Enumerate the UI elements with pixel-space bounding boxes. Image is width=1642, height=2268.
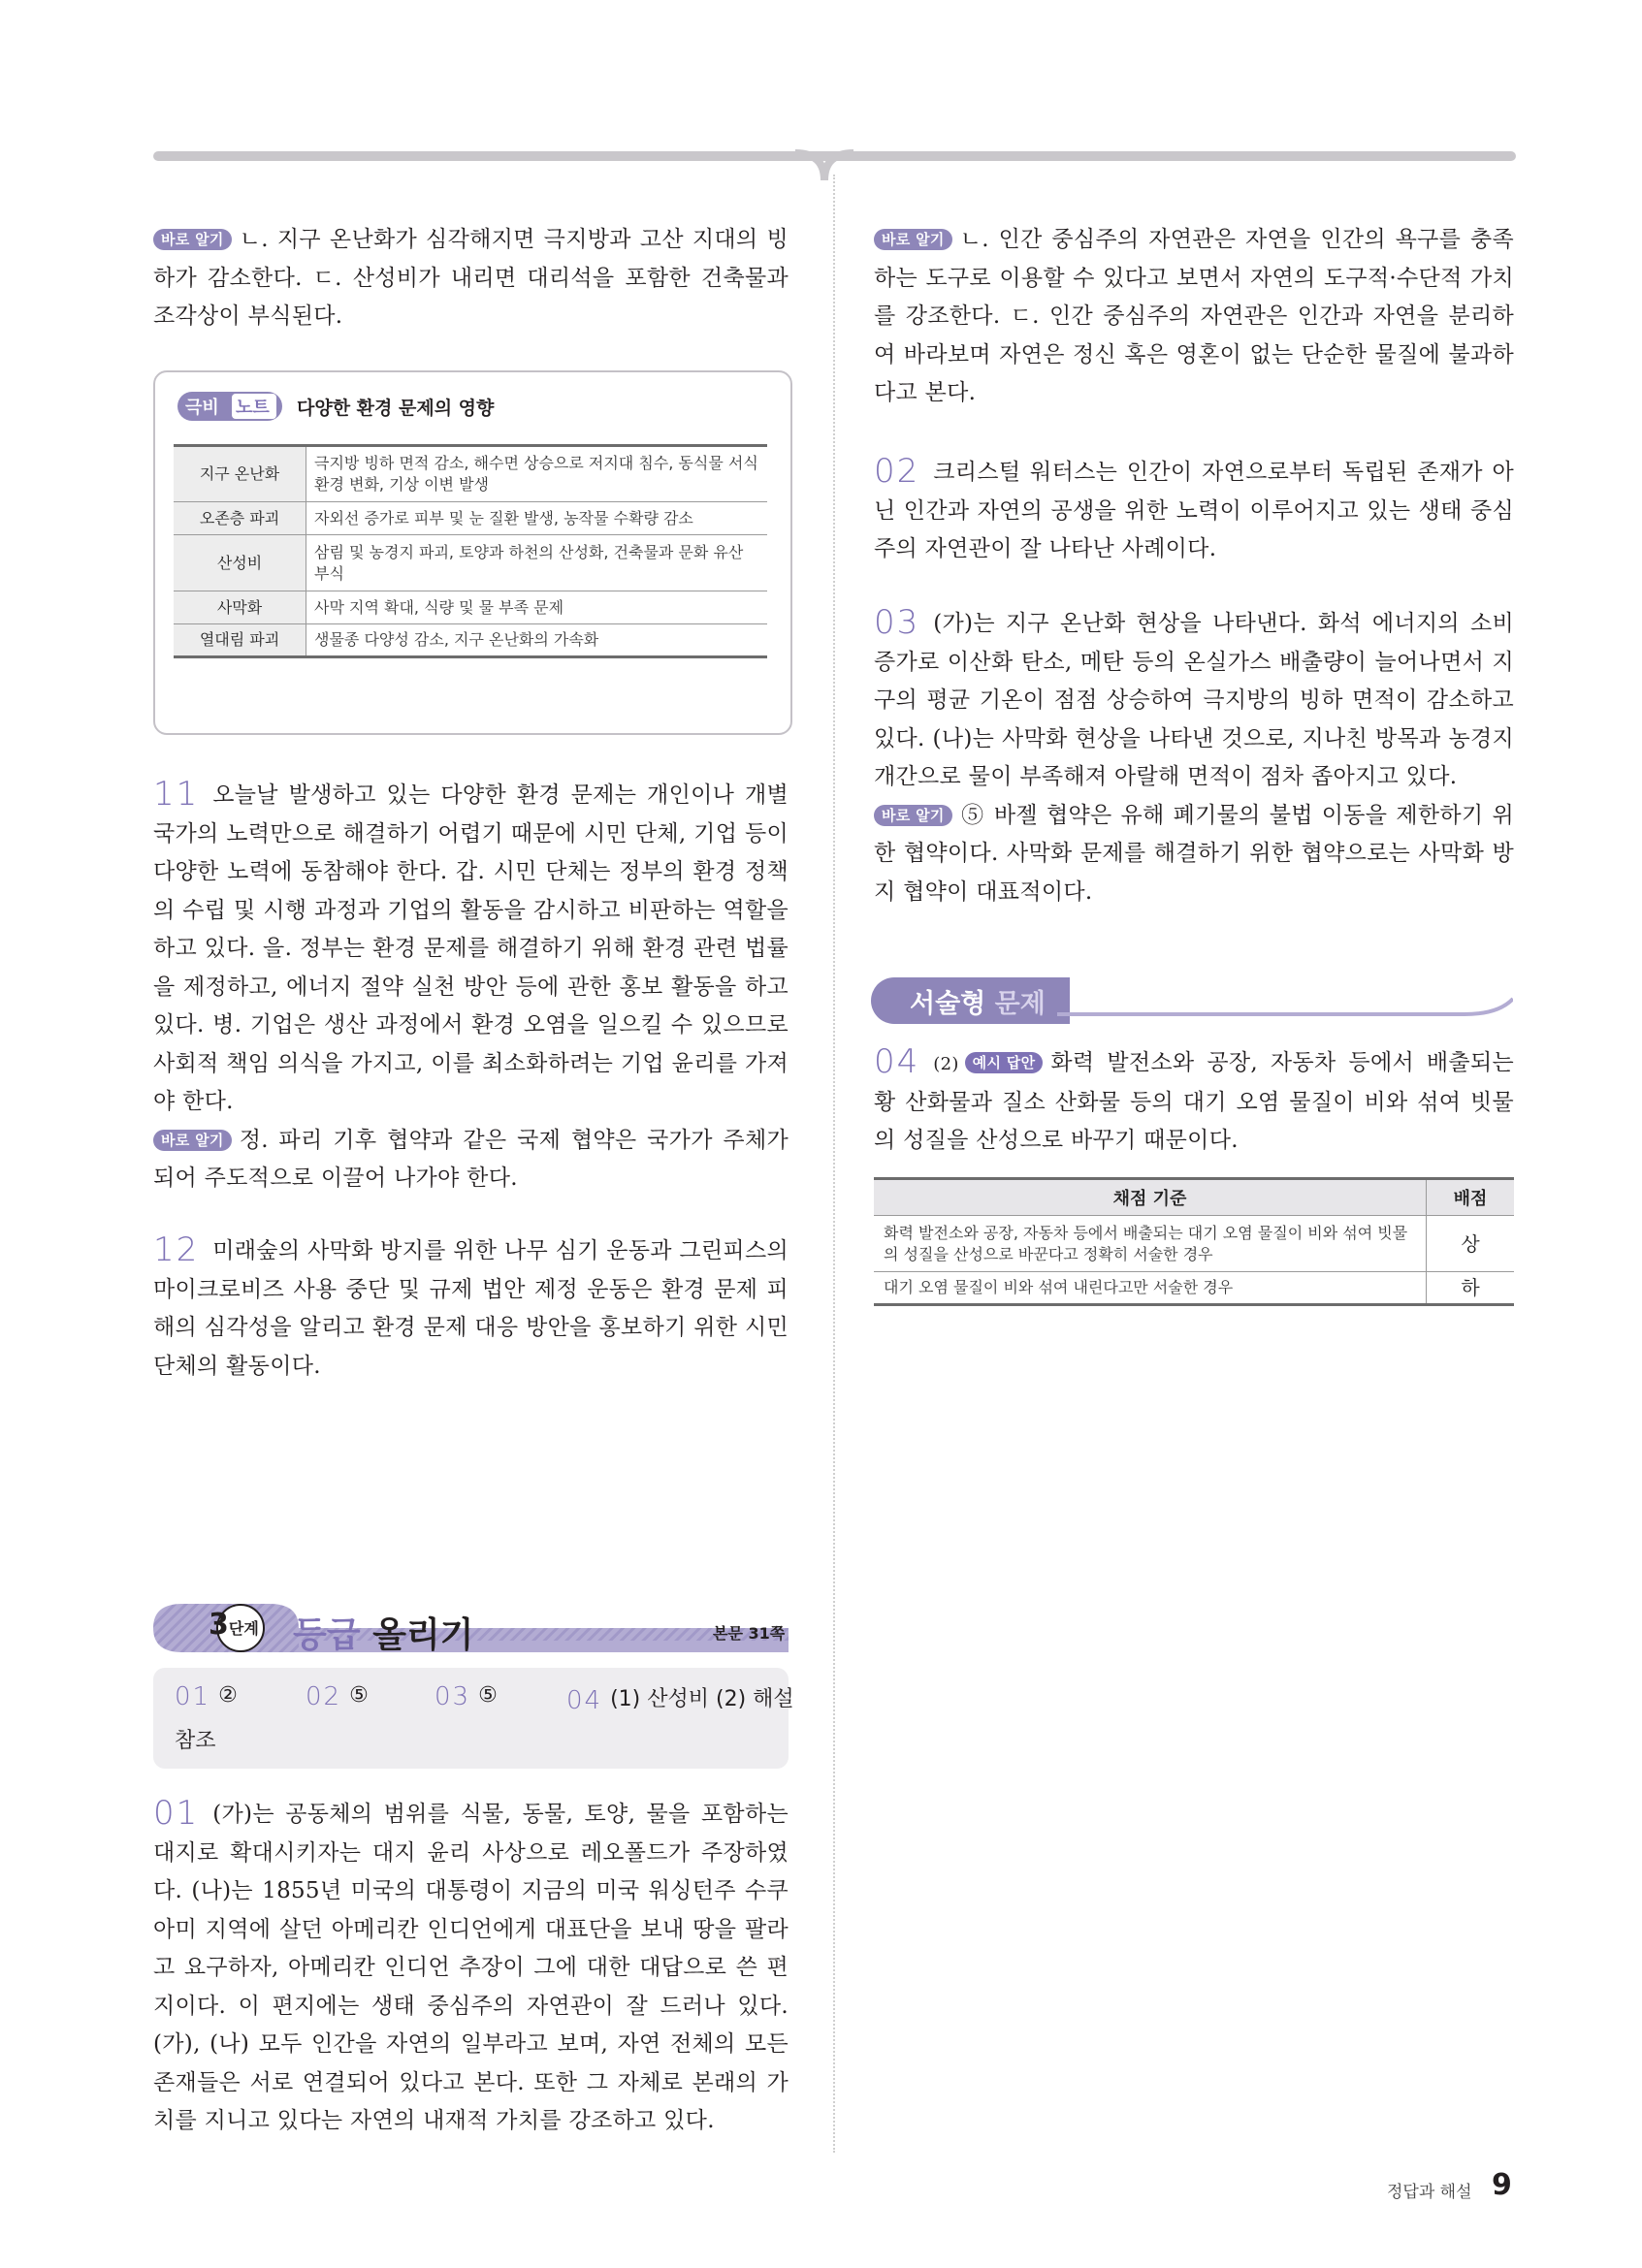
question-12 xyxy=(153,1231,789,1386)
table-header-row xyxy=(874,1179,1514,1216)
table-row xyxy=(174,502,767,535)
note-table xyxy=(174,444,767,658)
answer-value: ⑤ xyxy=(478,1683,498,1708)
question-number: 02 xyxy=(874,452,920,491)
grade-cell: 상 xyxy=(1427,1216,1515,1272)
note-title: 다양한 환경 문제의 영향 xyxy=(297,398,495,419)
question-04 xyxy=(874,1043,1514,1161)
table-row xyxy=(174,535,767,591)
right-intro xyxy=(874,221,1514,413)
section-title xyxy=(910,982,1046,1020)
example-answer-badge: 예시 답안 xyxy=(965,1052,1044,1073)
note-key: 산성비 xyxy=(174,535,306,591)
answer-tail: 참조 xyxy=(175,1729,216,1753)
question-text: 크리스털 워터스는 인간이 자연으로부터 독립된 존재가 아닌 인간과 자연의 공생을 위한 노력이 이루어지고 있는 생태 중심주의 자연관이 잘 나타난 사례이다. xyxy=(874,460,1514,561)
answer-item xyxy=(306,1682,369,1711)
question-part: (2) xyxy=(933,1054,959,1074)
table-row xyxy=(874,1272,1514,1305)
left-intro xyxy=(153,221,789,336)
note-key: 오존층 파괴 xyxy=(174,502,306,535)
stage-number xyxy=(209,1608,259,1642)
answer-number: 01 xyxy=(175,1682,211,1711)
question-number: 11 xyxy=(153,775,200,814)
note-value: 사막 지역 확대, 식량 및 물 부족 문제 xyxy=(306,591,768,624)
stage-suffix: 단계 xyxy=(228,1619,259,1638)
answer-item xyxy=(435,1682,498,1711)
note-value: 생물종 다양성 감소, 지구 온난화의 가속화 xyxy=(306,624,768,657)
table-row xyxy=(174,591,767,624)
grade-header: 배점 xyxy=(1427,1179,1515,1216)
question-number: 12 xyxy=(153,1230,200,1269)
correct-badge: 바로 알기 xyxy=(874,805,952,826)
stage-title xyxy=(293,1608,473,1657)
question-text: 화력 발전소와 공장, 자동차 등에서 배출되는 황 산화물과 질소 산화물 등의 대기 오염 물질이 비와 섞여 빗물의 성질을 산성으로 바꾸기 때문이다. xyxy=(874,1050,1514,1153)
note-value: 극지방 빙하 면적 감소, 해수면 상승으로 저지대 침수, 동식물 서식 환경 변화, 기상 이변 발생 xyxy=(306,446,768,502)
table-row xyxy=(174,624,767,657)
footer-label: 정답과 해설 xyxy=(1387,2183,1472,2202)
left-intro-text: ㄴ. 지구 온난화가 심각해지면 극지방과 고산 지대의 빙하가 감소한다. ㄷ. 산성비가 내리면 대리석을 포함한 건축물과 조각상이 부식된다. xyxy=(153,227,789,329)
table-row xyxy=(174,446,767,502)
question-11 xyxy=(153,776,789,1198)
note-key: 지구 온난화 xyxy=(174,446,306,502)
correction-text: ⑤ 바젤 협약은 유해 폐기물의 불법 이동을 제한하기 위한 협약이다. 사막화 문제를 해결하기 위한 협약으로는 사막화 방지 협약이 대표적이다. xyxy=(874,802,1514,905)
answer-item xyxy=(175,1682,238,1711)
answer-number: 03 xyxy=(435,1682,471,1711)
note-value: 자외선 증가로 피부 및 눈 질환 발생, 농작물 수확량 감소 xyxy=(306,502,768,535)
page-number: 9 xyxy=(1492,2168,1512,2202)
question-01 xyxy=(153,1795,789,2141)
top-rule-notch xyxy=(795,145,853,184)
column-divider xyxy=(833,175,835,2153)
answer-value: ② xyxy=(218,1683,238,1708)
correct-badge: 바로 알기 xyxy=(874,229,952,250)
section-rule xyxy=(1057,997,1513,1016)
question-03 xyxy=(874,604,1514,911)
question-02 xyxy=(874,453,1514,569)
answer-number: 02 xyxy=(306,1682,342,1711)
question-text: (가)는 지구 온난화 현상을 나타낸다. 화석 에너지의 소비 증가로 이산화 탄소, 메탄 등의 온실가스 배출량이 늘어나면서 지구의 평균 기온이 점점 상승하여 극지방의 빙하 면적이 감소하고 있다. (나)는 사막화 현상을 나타낸 것으로, 지나친 방목과 농경지 개간으로 물이 부족해져 아랄해 면적이 점차 좁아지고 있다. xyxy=(874,611,1514,789)
section-title-b: 문제 xyxy=(985,989,1046,1019)
page-reference: 본문 31쪽 xyxy=(713,1624,786,1643)
answer-number: 04 xyxy=(566,1686,603,1715)
correct-badge: 바로 알기 xyxy=(153,229,232,250)
question-text: 오늘날 발생하고 있는 다양한 환경 문제는 개인이나 개별 국가의 노력만으로 해결하기 어렵기 때문에 시민 단체, 기업 등이 다양한 노력에 동참해야 한다. 갑. 시민 단체는 정부의 환경 정책의 수립 및 시행 과정과 기업의 활동을 감시하고 비판하는 역할을 하고 있다. 을. 정부는 환경 문제를 해결하기 위해 환경 관련 법률을 제정하고, 에너지 절약 실천 방안 등에 관한 홍보 활동을 하고 있다. 병. 기업은 생산 과정에서 환경 오염을 일으킬 수 있으므로 사회적 책임 의식을 가지고, 이를 최소화하려는 기업 윤리를 가져야 한다. xyxy=(153,783,789,1114)
stage-title-a: 등급 xyxy=(293,1615,361,1655)
answer-value: ⑤ xyxy=(349,1683,369,1708)
note-key: 열대림 파괴 xyxy=(174,624,306,657)
criteria-cell: 화력 발전소와 공장, 자동차 등에서 배출되는 대기 오염 물질이 비와 섞여 빗물의 성질을 산성으로 바꾼다고 정확히 서술한 경우 xyxy=(874,1216,1427,1272)
note-key: 사막화 xyxy=(174,591,306,624)
right-intro-text: ㄴ. 인간 중심주의 자연관은 자연을 인간의 욕구를 충족하는 도구로 이용할 수 있다고 보면서 자연의 도구적·수단적 가치를 강조한다. ㄷ. 인간 중심주의 자연관은 인간과 자연을 분리하여 바라보며 자연은 정신 혹은 영혼이 없는 단순한 물질에 불과하다고 본다. xyxy=(874,227,1514,405)
question-text: 미래숲의 사막화 방지를 위한 나무 심기 운동과 그린피스의 마이크로비즈 사용 중단 및 규제 법안 제정 운동은 환경 문제 피해의 심각성을 알리고 환경 문제 대응 방안을 홍보하기 위한 시민 단체의 활동이다. xyxy=(153,1238,789,1379)
stage-title-b: 올리기 xyxy=(360,1615,474,1655)
table-row xyxy=(874,1216,1514,1272)
criteria-cell: 대기 오염 물질이 비와 섞여 내린다고만 서술한 경우 xyxy=(874,1272,1427,1305)
section-title-a: 서술형 xyxy=(910,989,986,1019)
correct-badge: 바로 알기 xyxy=(153,1130,232,1151)
question-number: 04 xyxy=(874,1042,920,1081)
note-tag-a: 극비 xyxy=(185,398,219,418)
note-tag xyxy=(177,390,282,423)
scoring-table xyxy=(874,1177,1514,1306)
question-text: (가)는 공동체의 범위를 식물, 동물, 토양, 물을 포함하는 대지로 확대시키자는 대지 윤리 사상으로 레오폴드가 주장하였다. (나)는 1855년 미국의 대통령이 지금의 미국 워싱턴주 수쿠아미 지역에 살던 아메리칸 인디언에게 대표단을 보내 땅을 팔라고 요구하자, 아메리칸 인디언 추장이 그에 대한 대답으로 쓴 편지이다. 이 편지에는 생태 중심주의 자연관이 잘 드러나 있다. (가), (나) 모두 인간을 자연의 일부라고 보며, 자연 전체의 모든 존재들은 서로 연결되어 있다고 본다. 또한 그 자체로 본래의 가치를 지니고 있다는 자연의 내재적 가치를 강조하고 있다. xyxy=(153,1802,789,2133)
answer-value: (1) 산성비 (2) 해설 xyxy=(610,1687,794,1711)
note-tag-b: 노트 xyxy=(236,398,270,418)
question-number: 01 xyxy=(153,1794,200,1833)
criteria-header: 채점 기준 xyxy=(874,1179,1427,1216)
answer-item xyxy=(566,1682,794,1715)
note-value: 삼림 및 농경지 파괴, 토양과 하천의 산성화, 건축물과 문화 유산 부식 xyxy=(306,535,768,591)
stage-digit: 3 xyxy=(209,1608,229,1642)
grade-cell: 하 xyxy=(1427,1272,1515,1305)
correction-text: 정. 파리 기후 협약과 같은 국제 협약은 국가가 주체가 되어 주도적으로 이끌어 나가야 한다. xyxy=(153,1127,789,1191)
question-number: 03 xyxy=(874,603,920,642)
